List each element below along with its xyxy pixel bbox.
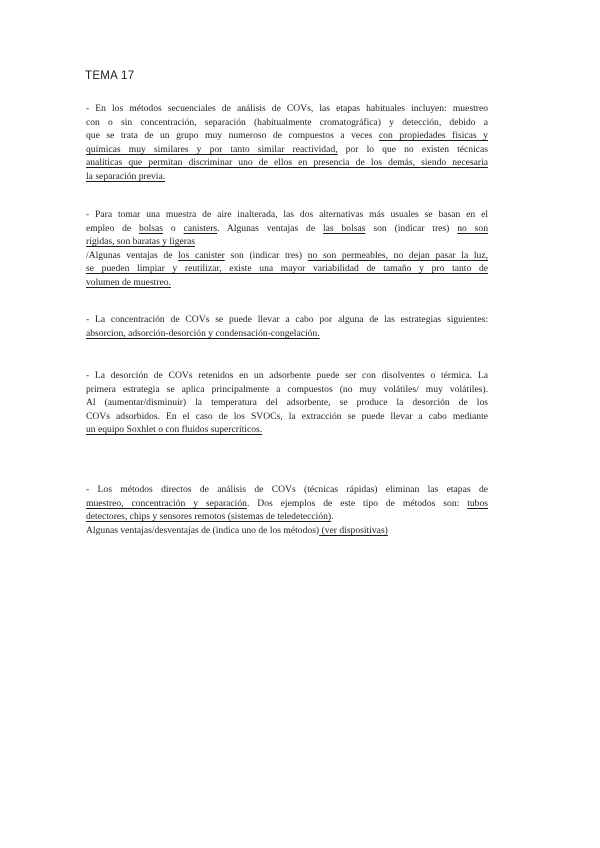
text-run: por lo que no existen técnicas (337, 143, 489, 155)
paragraph-metodos-directos (86, 483, 488, 537)
text-line: - En los métodos secuenciales de análisis de COVs, las etapas habituales incluyen: muestreo (86, 103, 488, 114)
answer-text: químicas muy similares y por tanto similar reactividad, (86, 143, 338, 155)
text-line: con o sin concentración, separación (habitualmente cromatográfica) y detección, debido a (86, 116, 488, 128)
text-line: COVs adsorbidos. En el caso de los SVOCs, la extracción se puede llevar a cabo mediante (86, 410, 488, 422)
text-run: empleo de (86, 222, 140, 234)
text-run: que se trata de un grupo muy numeroso de compuestos a veces (86, 130, 379, 142)
answer-text: se pueden limpiar y reutilizar, existe una mayor variabilidad de tamaño y pro tanto de (86, 263, 488, 275)
text-line (86, 143, 488, 157)
answer-text: no son permeables, no dejan pasar la luz, (307, 249, 488, 261)
paragraph-desorcion (86, 369, 488, 437)
answer-text: un equipo Soxhlet o con fluidos supercríticos. (86, 424, 263, 436)
text-line: - La desorción de COVs retenidos en un adsorbente puede ser con disolventes o térmica. La (86, 370, 488, 381)
answer-text: las bolsas (322, 222, 366, 234)
text-line (86, 510, 488, 524)
answer-text: volumen de muestreo. (86, 276, 171, 288)
answer-text: con propiedades físicas y (378, 130, 488, 142)
answer-text: bolsas (139, 222, 164, 234)
answer-text: muestreo, concentración y separación (86, 497, 247, 509)
answer-text: no son (457, 222, 488, 234)
text-line: - Los métodos directos de análisis de COVs (técnicas rápidas) eliminan las etapas de (86, 484, 488, 495)
answer-text: rígidas, son baratas y ligeras (86, 236, 195, 248)
paragraph-concentracion (86, 313, 488, 340)
text-run: son (indicar tres) (365, 222, 458, 234)
text-run: . Dos ejemplos de este tipo de métodos son: (246, 497, 468, 509)
answer-text: canisters (183, 222, 218, 234)
text-line (86, 249, 488, 263)
text-line: - Para tomar una muestra de aire inalterada, las dos alternativas más usuales se basan en el (86, 209, 488, 220)
text-line (86, 524, 488, 538)
answer-text: los canister (178, 249, 225, 261)
text-line: Al (aumentar/disminuir) la temperatura del adsorbente, se produce la desorción de los (86, 397, 488, 409)
text-line: primera estrategia se aplica principalmente a compuestos (no muy volátiles/ muy volátiles). (86, 383, 488, 395)
text-line: - La concentración de COVs se puede llevar a cabo por alguna de las estrategias siguientes: (86, 314, 488, 325)
text-run: o (163, 222, 184, 234)
text-line (86, 222, 488, 236)
text-run: son (indicar tres) (224, 249, 308, 261)
text-run: Algunas ventajas/desventajas de (indica uno de los métodos) (86, 524, 320, 536)
answer-text: (ver dispositivas) (319, 524, 388, 536)
text-run: . Algunas ventajas de (217, 222, 323, 234)
answer-text: absorcion, adsorción-desorción y condensación-congelación. (86, 327, 320, 339)
answer-text: analíticas que permitan discriminar uno de ellos en presencia de los demás, siendo necesaria (86, 157, 488, 169)
text-run: /Algunas ventajas de (86, 249, 179, 261)
text-line (86, 129, 488, 143)
paragraph-secuenciales (86, 102, 488, 184)
text-run: . (331, 511, 334, 523)
paragraph-muestreo-aire (86, 208, 488, 290)
text-line (86, 497, 488, 511)
page-title: TEMA 17 (85, 70, 135, 82)
answer-text: tubos (467, 497, 488, 509)
answer-text: detectores, chips y sensores remotos (sistemas de teledetección) (86, 511, 332, 523)
answer-text: la separación previa. (86, 170, 166, 182)
